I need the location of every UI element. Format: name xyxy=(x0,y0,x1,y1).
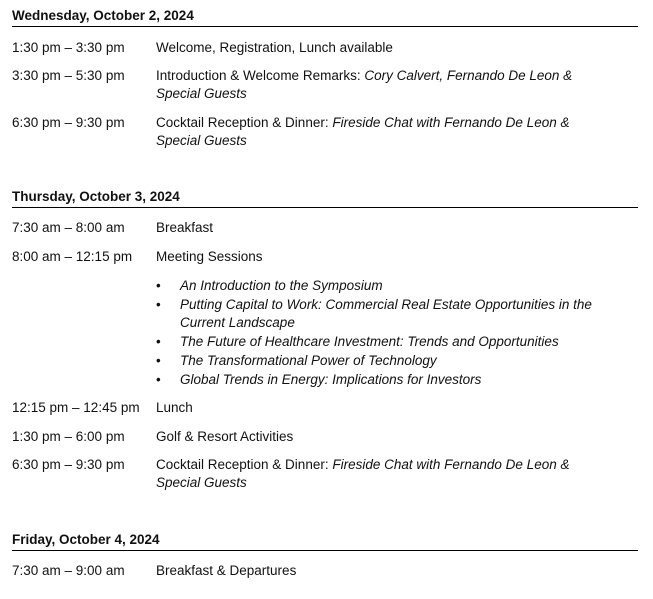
session-item xyxy=(156,352,630,370)
time-slot: 1:30 pm – 6:00 pm xyxy=(12,429,125,444)
event-description xyxy=(156,399,596,417)
day-heading: Friday, October 4, 2024 xyxy=(12,532,638,551)
event-label: Breakfast & Departures xyxy=(156,563,297,578)
time-slot: 3:30 pm – 5:30 pm xyxy=(12,68,125,83)
event-speakers: Fireside Chat with Fernando De Leon & Special Guests xyxy=(156,457,570,490)
session-title: Putting Capital to Work: Commercial Real Estate Opportunities in the Current Landscape xyxy=(180,297,592,330)
session-title: The Transformational Power of Technology xyxy=(180,353,437,368)
event-label: Cocktail Reception & Dinner: xyxy=(156,115,333,130)
event-label: Meeting Sessions xyxy=(156,249,263,264)
session-item xyxy=(156,371,630,389)
session-item xyxy=(156,277,630,295)
event-description xyxy=(156,114,596,150)
event-label: Golf & Resort Activities xyxy=(156,429,294,444)
event-description xyxy=(156,67,596,103)
time-slot: 12:15 pm – 12:45 pm xyxy=(12,400,140,415)
event-label: Welcome, Registration, Lunch available xyxy=(156,40,393,55)
session-item xyxy=(156,333,630,351)
bullet-icon: • xyxy=(156,297,161,312)
event-speakers: Cory Calvert, Fernando De Leon & Special Guests xyxy=(156,68,573,101)
session-item xyxy=(156,296,630,332)
bullet-icon: • xyxy=(156,353,161,368)
event-label: Lunch xyxy=(156,400,193,415)
event-description xyxy=(156,562,596,580)
event-description xyxy=(156,219,596,237)
bullet-icon: • xyxy=(156,334,161,349)
bullet-icon: • xyxy=(156,372,161,387)
time-slot: 6:30 pm – 9:30 pm xyxy=(12,457,125,472)
event-description xyxy=(156,428,596,446)
session-title: Global Trends in Energy: Implications for Investors xyxy=(180,372,482,387)
day-heading: Wednesday, October 2, 2024 xyxy=(12,8,638,27)
event-label: Introduction & Welcome Remarks: xyxy=(156,68,365,83)
bullet-icon: • xyxy=(156,278,161,293)
time-slot: 7:30 am – 9:00 am xyxy=(12,563,125,578)
session-title: An Introduction to the Symposium xyxy=(180,278,383,293)
time-slot: 8:00 am – 12:15 pm xyxy=(12,249,133,264)
event-description xyxy=(156,456,596,492)
event-description xyxy=(156,39,596,57)
event-label: Cocktail Reception & Dinner: xyxy=(156,457,333,472)
session-list xyxy=(156,277,630,390)
event-description xyxy=(156,248,596,266)
time-slot: 6:30 pm – 9:30 pm xyxy=(12,115,125,130)
event-label: Breakfast xyxy=(156,220,214,235)
day-section-friday xyxy=(12,532,638,578)
day-section-thursday xyxy=(12,189,638,490)
event-speakers: Fireside Chat with Fernando De Leon & Special Guests xyxy=(156,115,570,148)
day-heading: Thursday, October 3, 2024 xyxy=(12,189,638,208)
session-title: The Future of Healthcare Investment: Trends and Opportunities xyxy=(180,334,559,349)
time-slot: 7:30 am – 8:00 am xyxy=(12,220,125,235)
time-slot: 1:30 pm – 3:30 pm xyxy=(12,40,125,55)
day-section-wednesday xyxy=(12,8,638,148)
